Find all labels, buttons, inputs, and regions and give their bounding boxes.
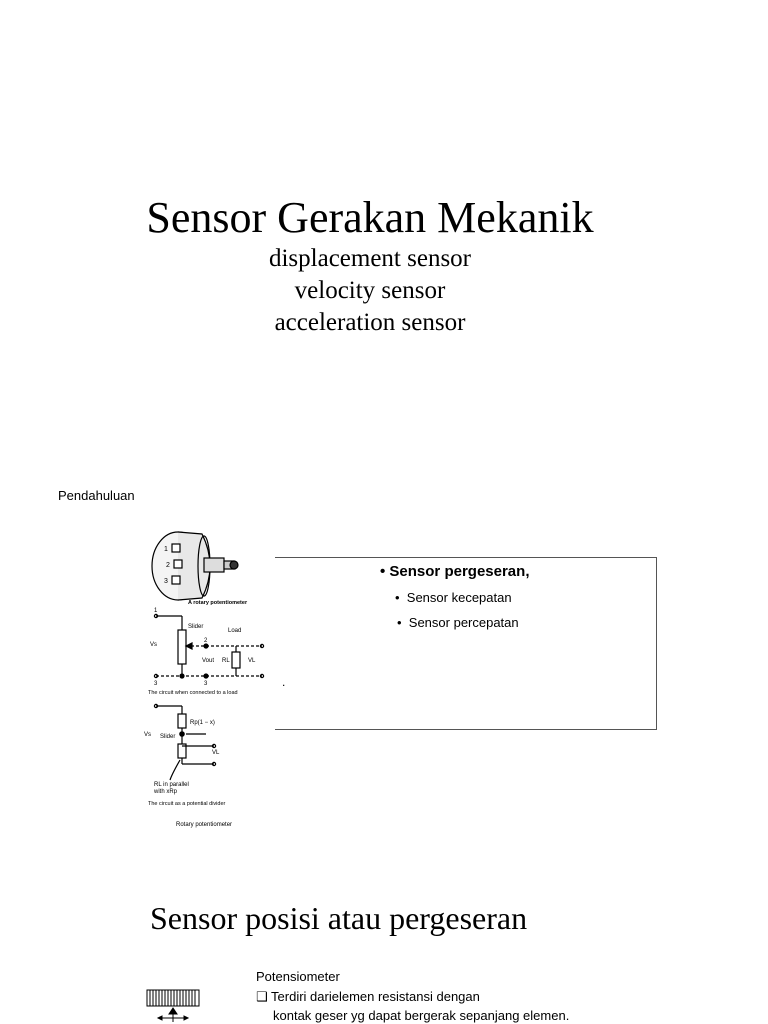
pin-label-1: 1	[164, 546, 168, 553]
node-label-3a: 3	[154, 681, 158, 687]
label-rp: Rp(1 − x)	[190, 720, 215, 726]
divider-circuit	[154, 704, 215, 780]
rotary-potentiometer-illustration	[152, 532, 238, 600]
caption-rotary: A rotary potentiometer	[188, 600, 248, 606]
node-label-3b: 3	[204, 681, 208, 687]
caption-rotary-pot: Rotary potentiometer	[176, 822, 233, 828]
stray-dot: .	[282, 675, 286, 689]
pin-label-2: 2	[166, 562, 170, 569]
subtitle-displacement: displacement sensor	[268, 245, 472, 272]
slide-title: Sensor Gerakan Mekanik	[146, 193, 594, 242]
label-vs-divider: Vs	[144, 732, 152, 738]
node-label-1: 1	[154, 608, 158, 614]
pin-label-3: 3	[164, 578, 168, 585]
caption-divider-circuit: The circuit as a potential divider	[148, 801, 226, 807]
label-rl: RL	[222, 658, 230, 664]
slide3-title: Sensor posisi atau pergeseran	[150, 900, 528, 936]
section-label: Pendahuluan	[58, 488, 135, 503]
potentiometer-line-2: kontak geser yg dapat bergerak sepanjang elemen.	[273, 1008, 570, 1023]
bullet-main: • Sensor pergeseran,	[380, 563, 530, 580]
label-vl: VL	[248, 658, 256, 664]
label-slider-divider: Slider	[160, 734, 176, 740]
label-vout: Vout	[202, 658, 215, 664]
potentiometer-line-1-text: Terdiri darielemen resistansi dengan	[271, 989, 480, 1004]
label-load: Load	[228, 628, 242, 634]
bullet-box	[275, 557, 657, 730]
subtitle-acceleration: acceleration sensor	[274, 309, 466, 336]
bullet-acceleration: • Sensor percepatan	[397, 615, 519, 630]
potentiometer-line-1: ❑ Terdiri darielemen resistansi dengan	[256, 989, 480, 1004]
bullet-acceleration-text: Sensor percepatan	[408, 615, 519, 630]
bullet-velocity-text: Sensor kecepatan	[406, 590, 512, 605]
load-circuit	[154, 614, 263, 678]
label-slider: Slider	[188, 624, 204, 630]
bullet-velocity: • Sensor kecepatan	[395, 590, 512, 605]
subtitle-velocity: velocity sensor	[294, 277, 446, 304]
potentiometer-diagram	[140, 528, 275, 833]
linear-potentiometer-icon	[144, 986, 202, 1024]
label-vs: Vs	[150, 642, 158, 648]
bullet-main-text: Sensor pergeseran,	[389, 563, 530, 580]
label-parallel-1: RL in parallel	[154, 782, 189, 788]
potentiometer-heading: Potensiometer	[256, 969, 340, 984]
label-parallel-2: with xRp	[154, 789, 178, 795]
caption-load-circuit: The circuit when connected to a load	[148, 690, 238, 696]
label-vl-divider: VL	[212, 750, 220, 756]
node-label-2: 2	[204, 638, 208, 644]
